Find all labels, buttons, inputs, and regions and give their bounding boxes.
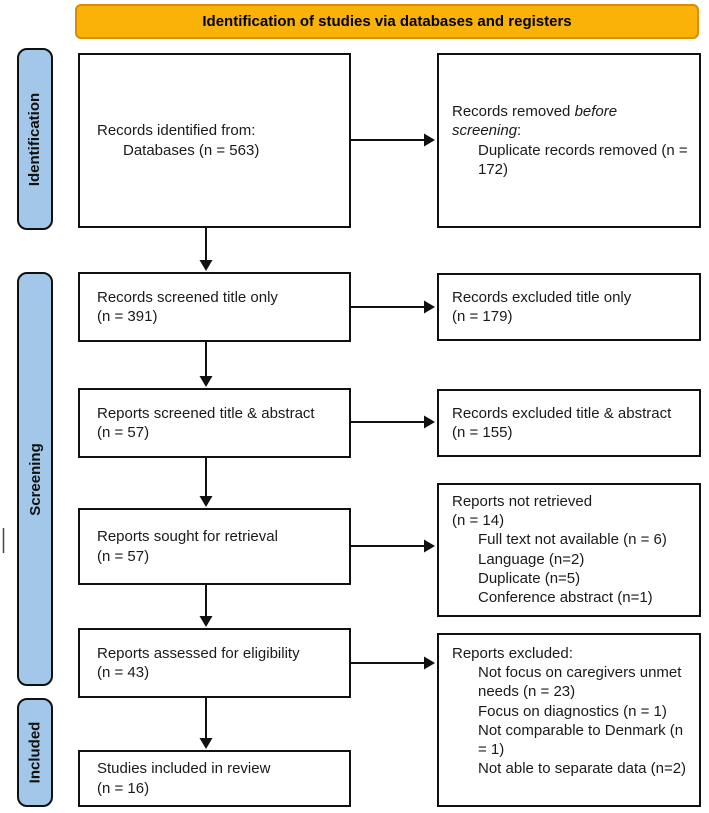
box-records-screened-title-line1: Records screened title only xyxy=(97,288,278,306)
stage-screening-label: Screening xyxy=(26,442,44,516)
box-reports-not-retrieved-line2: (n = 14) xyxy=(452,512,505,530)
box-reports-not-retrieved-item: Full text not available (n = 6) xyxy=(478,531,667,549)
box-reports-excluded-item: Not focus on caregivers unmet needs (n = 23) xyxy=(478,664,682,701)
stage-included-label: Included xyxy=(26,721,44,784)
box-records-removed-title xyxy=(452,102,662,140)
box-reports-not-retrieved-item: Conference abstract (n=1) xyxy=(478,588,653,606)
box-reports-sought xyxy=(78,508,351,585)
banner-title xyxy=(75,4,699,39)
box-records-excluded-abstract xyxy=(437,389,701,457)
box-studies-included-line2: (n = 16) xyxy=(97,779,150,797)
box-reports-screened-abstract-line2: (n = 57) xyxy=(97,424,150,441)
stage-identification-label: Identification xyxy=(26,92,44,186)
box-reports-not-retrieved xyxy=(437,483,701,617)
box-records-removed-lead: Records removed xyxy=(452,103,575,121)
box-records-removed xyxy=(437,53,701,228)
arrow-screened-to-abstract xyxy=(200,342,213,387)
arrow-assessed-to-excluded-reports xyxy=(351,657,435,670)
arrow-sought-to-not-retrieved xyxy=(351,540,435,553)
box-records-excluded-title-line1: Records excluded title only xyxy=(452,288,632,306)
arrow-identified-to-removed xyxy=(351,134,435,147)
box-reports-screened-abstract xyxy=(78,388,351,458)
box-reports-excluded-item: Focus on diagnostics (n = 1) xyxy=(478,702,667,720)
box-reports-excluded-item: Not comparable to Denmark (n = 1) xyxy=(478,721,684,758)
box-reports-not-retrieved-line1: Reports not retrieved xyxy=(452,493,593,510)
box-records-screened-title xyxy=(78,272,351,342)
box-reports-assessed-line2: (n = 43) xyxy=(97,664,150,681)
arrow-assessed-to-included xyxy=(200,698,213,749)
arrow-abstract-to-sought xyxy=(200,458,213,507)
box-reports-excluded-line1: Reports excluded: xyxy=(452,645,573,662)
box-reports-not-retrieved-item: Language (n=2) xyxy=(478,550,585,568)
box-reports-screened-abstract-line1: Reports screened title & abstract xyxy=(97,404,315,422)
box-records-excluded-title-line2: (n = 179) xyxy=(452,308,513,325)
box-records-excluded-abstract-line2: (n = 155) xyxy=(452,424,513,441)
box-records-removed-italic: before screening xyxy=(452,103,618,140)
box-reports-excluded-item: Not able to separate data (n=2) xyxy=(478,760,687,778)
box-reports-sought-line2: (n = 57) xyxy=(97,547,150,565)
arrow-sought-to-assessed xyxy=(200,585,213,627)
box-records-identified xyxy=(78,53,351,228)
arrow-identified-to-screened xyxy=(200,228,213,271)
box-studies-included-line1: Studies included in review xyxy=(97,760,271,778)
box-records-screened-title-line2: (n = 391) xyxy=(97,308,158,325)
box-studies-included xyxy=(78,750,351,807)
box-records-removed-item: Duplicate records removed (n = 172) xyxy=(478,141,688,178)
box-reports-assessed-line1: Reports assessed for eligibility xyxy=(97,644,300,662)
box-reports-assessed xyxy=(78,628,351,698)
arrow-screened-to-excluded-title xyxy=(351,301,435,314)
box-reports-not-retrieved-item: Duplicate (n=5) xyxy=(478,569,581,587)
box-reports-excluded xyxy=(437,633,701,807)
box-records-excluded-abstract-line1: Records excluded title & abstract xyxy=(452,404,672,422)
box-records-excluded-title xyxy=(437,273,701,341)
box-records-removed-tail: : xyxy=(517,122,522,140)
arrow-abstract-to-excluded-abstract xyxy=(351,416,435,429)
box-reports-sought-line1: Reports sought for retrieval xyxy=(97,528,278,546)
box-records-identified-line1: Records identified from: xyxy=(97,122,256,140)
banner-title-text: Identification of studies via databases and registers xyxy=(202,13,572,30)
box-records-identified-line2: Databases (n = 563) xyxy=(123,141,260,159)
stage-identification xyxy=(17,48,53,230)
stage-included xyxy=(17,698,53,807)
stage-screening xyxy=(17,272,53,686)
